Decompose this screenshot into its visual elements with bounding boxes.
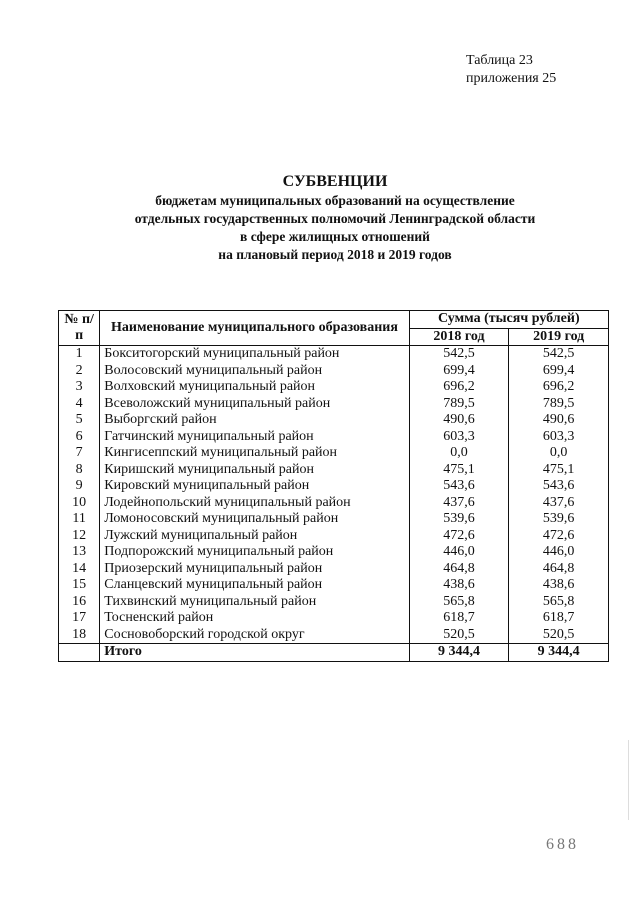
header-year-2019: 2019 год <box>509 328 609 346</box>
row-number: 16 <box>59 594 100 611</box>
table-row <box>59 528 609 545</box>
row-municipality: Приозерский муниципальный район <box>100 561 409 578</box>
row-number: 13 <box>59 544 100 561</box>
row-value-2018: 542,5 <box>409 346 509 363</box>
row-municipality: Тихвинский муниципальный район <box>100 594 409 611</box>
row-number: 15 <box>59 577 100 594</box>
row-municipality: Волосовский муниципальный район <box>100 363 409 380</box>
table-row <box>59 412 609 429</box>
row-number: 6 <box>59 429 100 446</box>
row-number: 5 <box>59 412 100 429</box>
document-title <box>60 172 610 264</box>
row-value-2019: 490,6 <box>509 412 609 429</box>
row-municipality: Сланцевский муниципальный район <box>100 577 409 594</box>
table-row <box>59 577 609 594</box>
row-number: 8 <box>59 462 100 479</box>
row-value-2019: 464,8 <box>509 561 609 578</box>
row-value-2018: 0,0 <box>409 445 509 462</box>
row-municipality: Лужский муниципальный район <box>100 528 409 545</box>
row-value-2019: 472,6 <box>509 528 609 545</box>
row-value-2018: 543,6 <box>409 478 509 495</box>
row-value-2018: 438,6 <box>409 577 509 594</box>
table-row <box>59 594 609 611</box>
row-municipality: Кировский муниципальный район <box>100 478 409 495</box>
row-value-2019: 475,1 <box>509 462 609 479</box>
row-number: 17 <box>59 610 100 627</box>
row-value-2018: 699,4 <box>409 363 509 380</box>
row-value-2019: 696,2 <box>509 379 609 396</box>
row-number: 3 <box>59 379 100 396</box>
row-value-2019: 0,0 <box>509 445 609 462</box>
table-row <box>59 495 609 512</box>
row-number: 11 <box>59 511 100 528</box>
row-value-2019: 543,6 <box>509 478 609 495</box>
row-value-2018: 437,6 <box>409 495 509 512</box>
header-number: № п/п <box>59 311 100 346</box>
row-value-2018: 475,1 <box>409 462 509 479</box>
table-row <box>59 346 609 363</box>
row-number: 1 <box>59 346 100 363</box>
row-number: 18 <box>59 627 100 644</box>
row-value-2019: 446,0 <box>509 544 609 561</box>
row-municipality: Киришский муниципальный район <box>100 462 409 479</box>
row-value-2019: 618,7 <box>509 610 609 627</box>
title-line-1: бюджетам муниципальных образований на осуществление <box>155 193 515 208</box>
row-number: 9 <box>59 478 100 495</box>
scan-edge-mark <box>628 740 629 820</box>
row-value-2018: 464,8 <box>409 561 509 578</box>
table-row <box>59 445 609 462</box>
total-value-2018: 9 344,4 <box>409 644 509 662</box>
row-value-2019: 539,6 <box>509 511 609 528</box>
subventions-table <box>58 310 609 662</box>
reference-appendix: приложения 25 <box>466 71 557 86</box>
row-municipality: Кингисеппский муниципальный район <box>100 445 409 462</box>
row-municipality: Всеволожский муниципальный район <box>100 396 409 413</box>
title-line-4: на плановый период 2018 и 2019 годов <box>218 247 452 262</box>
row-value-2019: 542,5 <box>509 346 609 363</box>
table-row <box>59 511 609 528</box>
row-municipality: Ломоносовский муниципальный район <box>100 511 409 528</box>
reference-table-number: Таблица 23 <box>466 53 533 68</box>
row-municipality: Лодейнопольский муниципальный район <box>100 495 409 512</box>
row-number: 12 <box>59 528 100 545</box>
title-main: СУБВЕНЦИИ <box>282 173 388 190</box>
table-row <box>59 462 609 479</box>
header-year-2018: 2018 год <box>409 328 509 346</box>
row-value-2018: 565,8 <box>409 594 509 611</box>
row-municipality: Тосненский район <box>100 610 409 627</box>
row-value-2018: 618,7 <box>409 610 509 627</box>
table-reference <box>466 52 556 88</box>
table-row <box>59 627 609 644</box>
table-row <box>59 544 609 561</box>
table-row <box>59 429 609 446</box>
table-row <box>59 379 609 396</box>
row-municipality: Гатчинский муниципальный район <box>100 429 409 446</box>
row-value-2018: 490,6 <box>409 412 509 429</box>
row-number: 10 <box>59 495 100 512</box>
row-value-2018: 539,6 <box>409 511 509 528</box>
row-value-2018: 603,3 <box>409 429 509 446</box>
table-body <box>59 346 609 662</box>
row-municipality: Сосновоборский городской округ <box>100 627 409 644</box>
row-municipality: Подпорожский муниципальный район <box>100 544 409 561</box>
row-value-2019: 603,3 <box>509 429 609 446</box>
table-row <box>59 363 609 380</box>
total-number <box>59 644 100 662</box>
table-row <box>59 561 609 578</box>
row-municipality: Бокситогорский муниципальный район <box>100 346 409 363</box>
row-municipality: Выборгский район <box>100 412 409 429</box>
page-number: 688 <box>546 836 579 853</box>
table-total-row <box>59 644 609 662</box>
total-value-2019: 9 344,4 <box>509 644 609 662</box>
row-number: 7 <box>59 445 100 462</box>
row-value-2019: 699,4 <box>509 363 609 380</box>
row-value-2019: 438,6 <box>509 577 609 594</box>
row-value-2019: 789,5 <box>509 396 609 413</box>
row-value-2018: 472,6 <box>409 528 509 545</box>
row-value-2019: 565,8 <box>509 594 609 611</box>
table-row <box>59 396 609 413</box>
total-label: Итого <box>100 644 409 662</box>
header-sum: Сумма (тысяч рублей) <box>409 311 608 329</box>
row-value-2018: 789,5 <box>409 396 509 413</box>
row-value-2018: 696,2 <box>409 379 509 396</box>
title-line-3: в сфере жилищных отношений <box>240 229 430 244</box>
header-name: Наименование муниципального образования <box>100 311 409 346</box>
table-row <box>59 478 609 495</box>
table-row <box>59 610 609 627</box>
row-number: 4 <box>59 396 100 413</box>
row-municipality: Волховский муниципальный район <box>100 379 409 396</box>
row-value-2019: 437,6 <box>509 495 609 512</box>
row-value-2018: 446,0 <box>409 544 509 561</box>
row-value-2018: 520,5 <box>409 627 509 644</box>
row-number: 2 <box>59 363 100 380</box>
row-number: 14 <box>59 561 100 578</box>
row-value-2019: 520,5 <box>509 627 609 644</box>
title-line-2: отдельных государственных полномочий Ленинградской области <box>134 211 536 226</box>
